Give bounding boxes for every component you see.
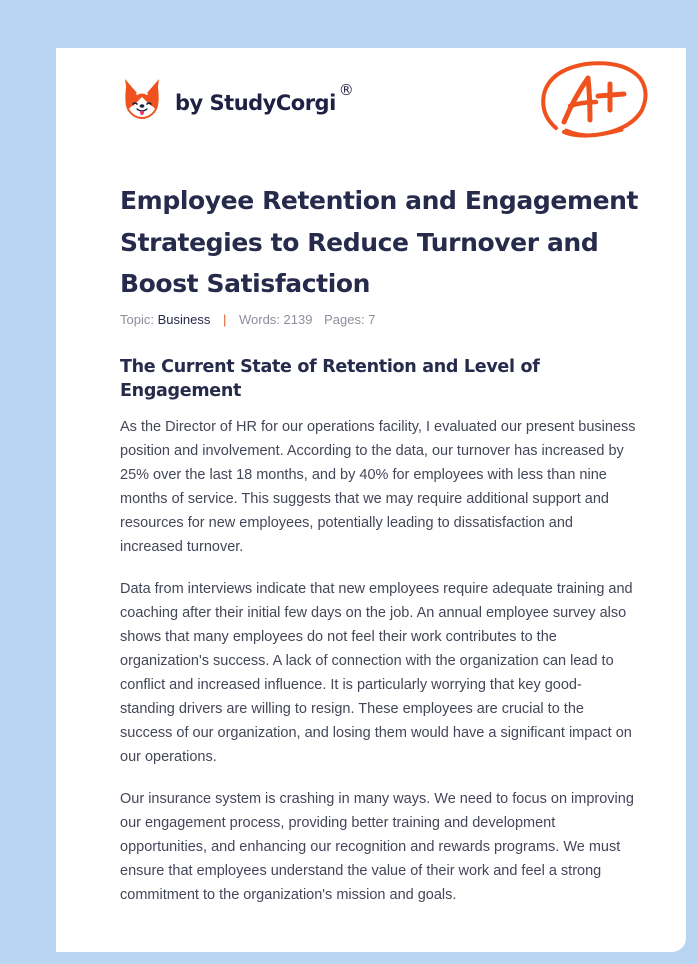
topic-label: Topic:	[120, 312, 154, 327]
section-heading: The Current State of Retention and Level of Engagement	[120, 357, 540, 401]
paragraph: Data from interviews indicate that new employees require adequate training and coaching after their initial few days on the job. An annual employee survey also shows that many employees do not feel their work contributes to the organization's success. A lack of connection with the organization can lead to conflict and increased influence. It is particularly worrying that key good-standing drivers are willing to resign. These employees are crucial to the success of our organization, and losing them would have a significant impact on our operations.	[120, 581, 633, 765]
document-title: Employee Retention and Engagement Strategies to Reduce Turnover and Boost Satisfaction	[120, 186, 639, 298]
document-card	[56, 48, 686, 952]
meta-separator: |	[222, 312, 227, 327]
words-count: 2139	[283, 312, 313, 327]
document-meta	[120, 312, 375, 327]
a-plus-grade-icon	[538, 58, 650, 140]
registered-mark: ®	[338, 81, 354, 99]
topic-link[interactable]: Business	[157, 312, 211, 327]
words-label: Words:	[238, 312, 280, 327]
brand-logo[interactable]	[122, 76, 354, 122]
corgi-logo-icon	[122, 77, 162, 121]
pages-label: Pages:	[324, 312, 365, 327]
pages-count: 7	[368, 312, 376, 327]
brand-name: by StudyCorgi	[175, 91, 336, 115]
paragraph: Our insurance system is crashing in many ways. We need to focus on improving our engagement process, providing better training and development opportunities, and enhancing our recognition and rewards programs. We must ensure that employees understand the value of their work and feel a strong commitment to the organization's mission and goals.	[120, 791, 634, 903]
paragraph: As the Director of HR for our operations facility, I evaluated our present business position and involvement. According to the data, our turnover has increased by 25% over the last 18 months, and by 40% for employees with less than nine months of service. This suggests that we may require additional support and resources for new employees, potentially leading to dissatisfaction and increased turnover.	[120, 419, 636, 555]
